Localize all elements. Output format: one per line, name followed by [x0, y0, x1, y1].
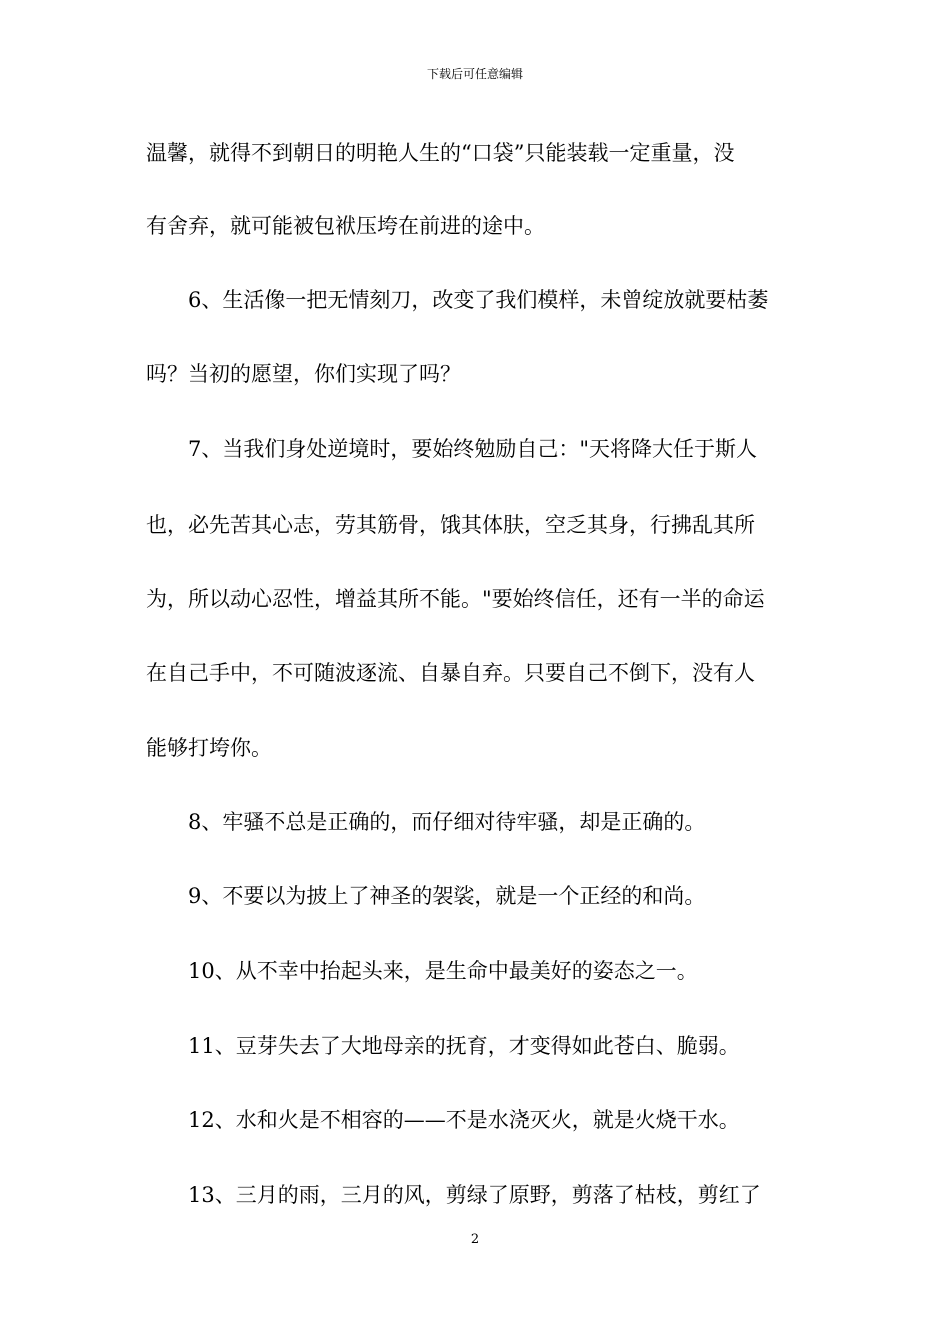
page-header: 下载后可任意编辑 — [426, 67, 523, 81]
text-line: 6、生活像一把无情刻刀，改变了我们模样，未曾绽放就要枯萎 — [188, 288, 769, 312]
text-line: 有舍弃，就可能被包袱压垮在前进的途中。 — [146, 214, 545, 238]
text-line: 吗？当初的愿望，你们实现了吗？ — [146, 362, 461, 386]
text-line: 7、当我们身处逆境时，要始终勉励自己："天将降大任于斯人 — [188, 437, 758, 461]
text-line: 为，所以动心忍性，增益其所不能。"要始终信任，还有一半的命运 — [146, 587, 765, 611]
text-line: 也，必先苦其心志，劳其筋骨，饿其体肤，空乏其身，行拂乱其所 — [146, 513, 755, 537]
text-line: 能够打垮你。 — [146, 736, 272, 760]
text-line: 11、豆芽失去了大地母亲的抚育，才变得如此苍白、脆弱。 — [188, 1034, 740, 1058]
text-line: 在自己手中，不可随波逐流、自暴自弃。只要自己不倒下，没有人 — [146, 661, 755, 685]
text-line: 温馨，就得不到朝日的明艳人生的“口袋”只能装载一定重量，没 — [146, 141, 735, 165]
text-line: 12、水和火是不相容的——不是水浇灭火，就是火烧干水。 — [188, 1108, 740, 1132]
text-line: 10、从不幸中抬起头来，是生命中最美好的姿态之一。 — [188, 959, 698, 983]
text-line: 9、不要以为披上了神圣的袈裟，就是一个正经的和尚。 — [188, 884, 706, 908]
page-number: 2 — [470, 1232, 480, 1247]
text-line: 8、牢骚不总是正确的，而仔细对待牢骚，却是正确的。 — [188, 810, 706, 834]
text-line: 13、三月的雨，三月的风，剪绿了原野，剪落了枯枝，剪红了 — [188, 1183, 761, 1207]
